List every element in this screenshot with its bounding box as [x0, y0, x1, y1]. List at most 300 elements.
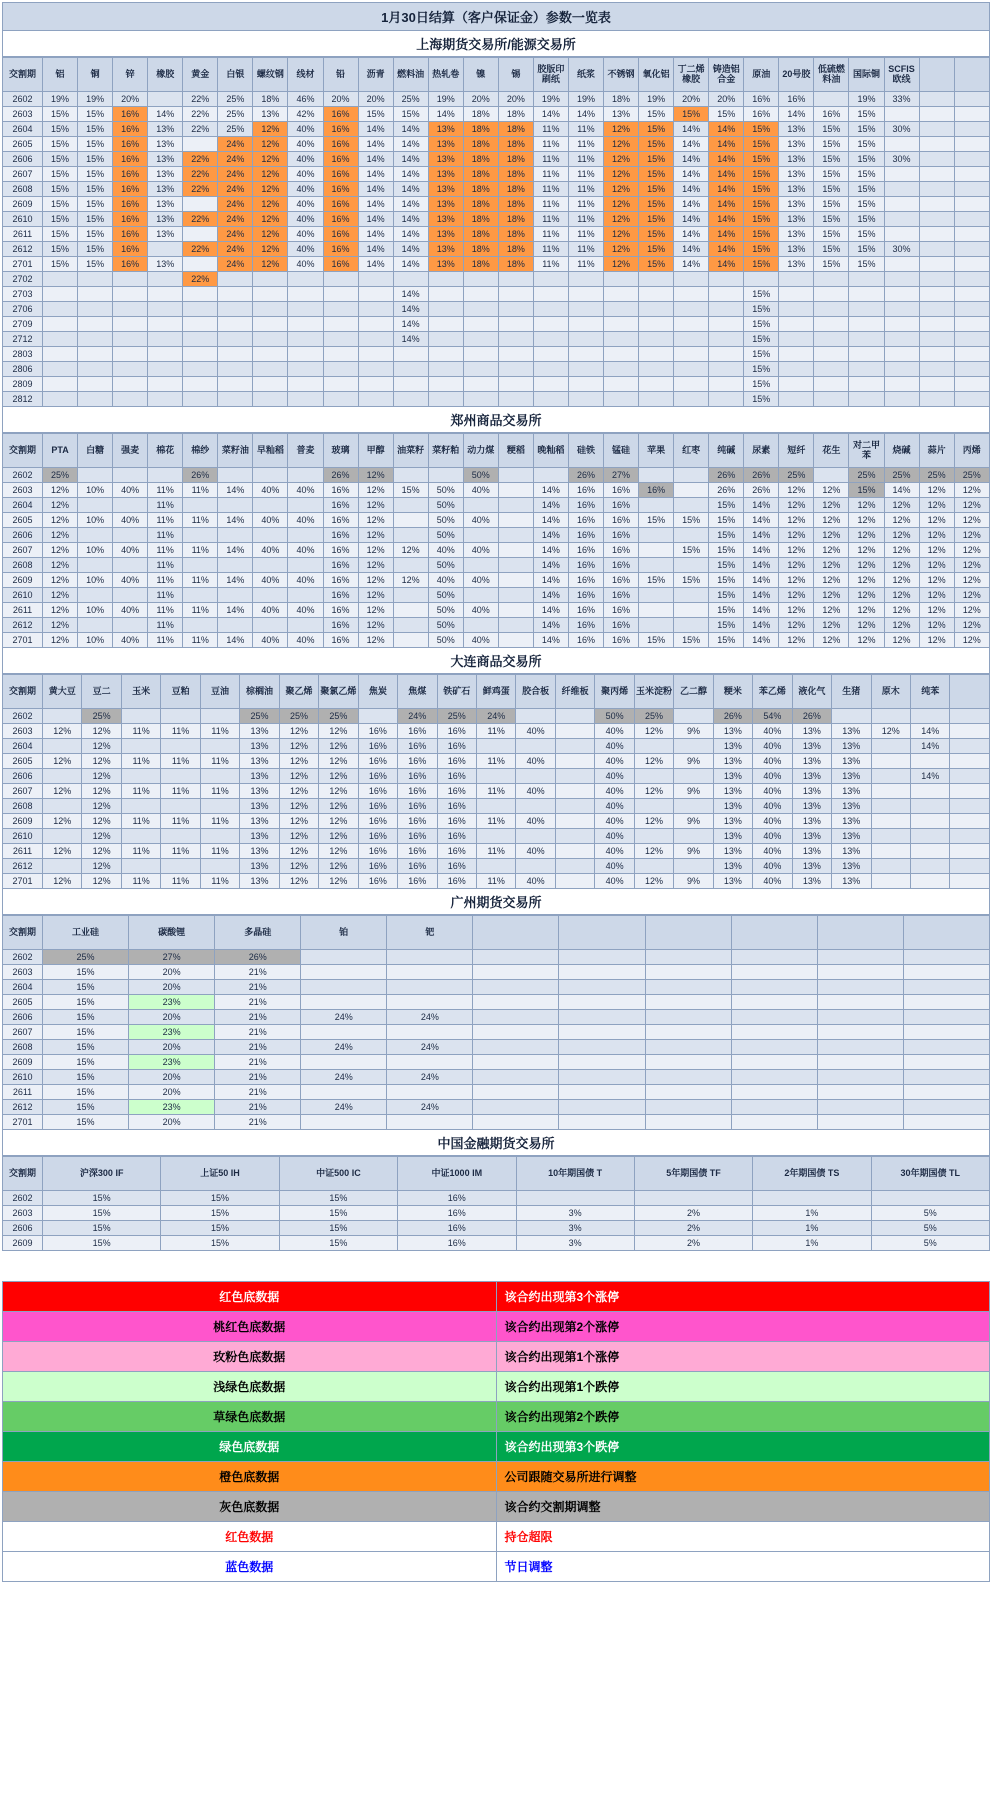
margin-cell: 19%	[428, 92, 463, 107]
margin-cell: 11%	[533, 227, 568, 242]
margin-cell: 13%	[792, 859, 831, 874]
margin-cell: 12%	[393, 543, 428, 558]
margin-cell: 18%	[498, 137, 533, 152]
margin-cell: 12%	[43, 528, 78, 543]
margin-cell: 14%	[674, 227, 709, 242]
margin-cell: 11%	[568, 197, 603, 212]
margin-cell: 12%	[849, 588, 884, 603]
margin-cell: 3%	[516, 1236, 634, 1251]
margin-cell	[161, 709, 200, 724]
margin-cell: 12%	[253, 137, 288, 152]
margin-cell: 16%	[398, 1236, 516, 1251]
margin-cell: 40%	[288, 483, 323, 498]
margin-cell: 24%	[387, 1070, 473, 1085]
margin-cell: 12%	[954, 603, 989, 618]
margin-cell	[709, 362, 744, 377]
column-header: 油菜籽	[393, 434, 428, 468]
margin-cell: 14%	[393, 332, 428, 347]
margin-cell: 15%	[744, 317, 779, 332]
margin-cell	[817, 965, 903, 980]
row-label-period: 2608	[3, 1040, 43, 1055]
margin-cell	[779, 392, 814, 407]
table-row	[3, 844, 990, 859]
column-header: 豆粕	[161, 675, 200, 709]
margin-cell	[516, 709, 555, 724]
margin-cell: 40%	[288, 227, 323, 242]
margin-cell	[639, 468, 674, 483]
legend-spacer	[3, 1251, 990, 1281]
margin-cell: 24%	[476, 709, 515, 724]
legend-value: 该合约出现第3个涨停	[496, 1281, 990, 1311]
margin-cell: 19%	[639, 92, 674, 107]
margin-cell	[849, 377, 884, 392]
column-header: 20号胶	[779, 58, 814, 92]
margin-cell: 25%	[884, 468, 919, 483]
margin-cell	[288, 302, 323, 317]
margin-cell	[645, 1100, 731, 1115]
margin-cell	[218, 272, 253, 287]
margin-cell: 11%	[568, 137, 603, 152]
column-header	[731, 916, 817, 950]
margin-cell	[639, 618, 674, 633]
column-header: 丙烯	[954, 434, 989, 468]
margin-cell: 13%	[779, 212, 814, 227]
margin-cell	[884, 362, 919, 377]
column-header: 苯乙烯	[753, 675, 792, 709]
margin-cell	[555, 844, 594, 859]
margin-cell: 12%	[279, 724, 318, 739]
margin-cell	[393, 362, 428, 377]
legend-value: 该合约出现第2个涨停	[496, 1311, 990, 1341]
margin-cell: 13%	[832, 799, 871, 814]
margin-cell	[200, 859, 239, 874]
margin-cell: 40%	[288, 257, 323, 272]
margin-cell	[498, 513, 533, 528]
margin-cell	[884, 347, 919, 362]
margin-cell	[387, 965, 473, 980]
margin-cell: 12%	[884, 618, 919, 633]
margin-cell: 13%	[240, 874, 279, 889]
margin-cell	[516, 739, 555, 754]
margin-cell: 21%	[215, 1085, 301, 1100]
margin-cell	[358, 347, 393, 362]
margin-cell: 13%	[792, 874, 831, 889]
margin-cell: 15%	[849, 227, 884, 242]
margin-cell	[161, 799, 200, 814]
column-header: 对二甲苯	[849, 434, 884, 468]
margin-cell: 40%	[463, 603, 498, 618]
column-header: 聚乙烯	[279, 675, 318, 709]
column-header: 5年期国债 TF	[634, 1157, 752, 1191]
margin-cell: 14%	[709, 167, 744, 182]
margin-cell: 40%	[516, 784, 555, 799]
margin-cell	[428, 272, 463, 287]
margin-cell	[919, 152, 954, 167]
margin-cell: 12%	[814, 588, 849, 603]
table-row	[3, 1055, 990, 1070]
margin-cell	[323, 347, 358, 362]
margin-cell: 16%	[323, 122, 358, 137]
margin-cell	[884, 107, 919, 122]
margin-cell: 15%	[639, 212, 674, 227]
margin-cell	[903, 1055, 989, 1070]
margin-cell: 12%	[919, 588, 954, 603]
margin-cell: 15%	[639, 197, 674, 212]
margin-cell: 12%	[604, 152, 639, 167]
row-label-period: 2610	[3, 588, 43, 603]
margin-table	[2, 57, 990, 407]
margin-cell	[43, 332, 78, 347]
margin-cell	[43, 859, 82, 874]
margin-cell: 1%	[753, 1236, 871, 1251]
margin-cell	[387, 1025, 473, 1040]
margin-cell	[183, 227, 218, 242]
margin-cell	[950, 874, 990, 889]
row-label-period: 2607	[3, 784, 43, 799]
margin-cell: 12%	[954, 513, 989, 528]
margin-cell: 12%	[954, 528, 989, 543]
margin-cell	[43, 317, 78, 332]
margin-cell: 20%	[323, 92, 358, 107]
margin-cell	[674, 302, 709, 317]
table-row	[3, 1236, 990, 1251]
margin-cell: 14%	[393, 242, 428, 257]
margin-cell: 18%	[463, 137, 498, 152]
margin-cell: 10%	[78, 513, 113, 528]
margin-cell: 15%	[744, 137, 779, 152]
margin-cell	[463, 302, 498, 317]
margin-cell: 18%	[463, 257, 498, 272]
margin-cell: 13%	[792, 769, 831, 784]
margin-cell: 40%	[288, 197, 323, 212]
margin-cell: 18%	[463, 212, 498, 227]
column-header: 铸造铝合金	[709, 58, 744, 92]
margin-cell	[555, 859, 594, 874]
column-header: 丁二烯橡胶	[674, 58, 709, 92]
margin-cell: 12%	[954, 483, 989, 498]
margin-cell	[253, 302, 288, 317]
margin-cell	[288, 332, 323, 347]
row-label-period: 2612	[3, 859, 43, 874]
margin-cell	[43, 377, 78, 392]
legend-key: 草绿色底数据	[3, 1401, 497, 1431]
margin-cell	[744, 272, 779, 287]
margin-cell	[78, 498, 113, 513]
margin-cell	[113, 498, 148, 513]
margin-cell: 40%	[753, 754, 792, 769]
margin-cell	[428, 287, 463, 302]
column-header	[903, 916, 989, 950]
margin-cell	[148, 242, 183, 257]
margin-cell	[910, 874, 949, 889]
margin-cell	[218, 528, 253, 543]
margin-cell: 12%	[319, 754, 358, 769]
margin-cell: 24%	[218, 242, 253, 257]
margin-cell: 12%	[43, 573, 78, 588]
margin-cell: 14%	[674, 257, 709, 272]
margin-cell: 30%	[884, 152, 919, 167]
margin-cell	[919, 92, 954, 107]
margin-cell	[919, 182, 954, 197]
margin-cell: 13%	[713, 814, 752, 829]
margin-cell: 22%	[183, 212, 218, 227]
margin-cell: 40%	[288, 137, 323, 152]
margin-cell: 9%	[674, 724, 713, 739]
legend-key: 灰色底数据	[3, 1491, 497, 1521]
margin-cell: 16%	[323, 573, 358, 588]
margin-cell: 15%	[78, 212, 113, 227]
margin-cell: 15%	[814, 182, 849, 197]
table-row	[3, 724, 990, 739]
margin-cell	[903, 980, 989, 995]
legend-key: 桃红色底数据	[3, 1311, 497, 1341]
margin-cell: 11%	[200, 754, 239, 769]
margin-cell	[954, 212, 989, 227]
margin-cell	[954, 137, 989, 152]
margin-cell: 13%	[713, 829, 752, 844]
margin-cell: 40%	[595, 799, 634, 814]
margin-cell: 14%	[393, 197, 428, 212]
margin-cell	[183, 362, 218, 377]
margin-cell: 11%	[148, 573, 183, 588]
margin-cell: 18%	[498, 197, 533, 212]
margin-cell	[950, 784, 990, 799]
column-header: 纯碱	[709, 434, 744, 468]
margin-cell: 16%	[323, 618, 358, 633]
margin-cell: 24%	[301, 1070, 387, 1085]
margin-cell: 12%	[82, 829, 121, 844]
margin-cell: 16%	[113, 107, 148, 122]
margin-cell	[674, 362, 709, 377]
margin-cell: 16%	[358, 814, 397, 829]
margin-cell: 15%	[78, 182, 113, 197]
margin-cell	[731, 1070, 817, 1085]
table-row	[3, 242, 990, 257]
margin-cell: 11%	[568, 182, 603, 197]
table-row	[3, 784, 990, 799]
margin-cell: 11%	[183, 573, 218, 588]
margin-cell	[78, 618, 113, 633]
margin-cell: 15%	[849, 122, 884, 137]
margin-cell	[634, 829, 673, 844]
margin-cell	[200, 769, 239, 784]
margin-cell	[148, 362, 183, 377]
margin-cell: 40%	[595, 724, 634, 739]
margin-cell: 15%	[639, 257, 674, 272]
margin-cell	[919, 302, 954, 317]
margin-cell	[604, 362, 639, 377]
margin-cell: 15%	[849, 242, 884, 257]
margin-cell: 12%	[253, 182, 288, 197]
table-row	[3, 618, 990, 633]
margin-cell	[814, 287, 849, 302]
margin-cell: 11%	[183, 513, 218, 528]
legend-row	[3, 1461, 990, 1491]
column-header: 低硫燃料油	[814, 58, 849, 92]
margin-cell	[498, 468, 533, 483]
margin-cell: 12%	[43, 814, 82, 829]
margin-cell	[183, 332, 218, 347]
margin-cell: 20%	[129, 1085, 215, 1100]
margin-cell: 12%	[814, 603, 849, 618]
margin-cell: 14%	[393, 152, 428, 167]
column-header: 焦煤	[398, 675, 437, 709]
margin-cell: 15%	[849, 257, 884, 272]
margin-cell	[218, 317, 253, 332]
margin-cell: 13%	[240, 829, 279, 844]
margin-cell	[950, 754, 990, 769]
margin-cell	[910, 859, 949, 874]
margin-cell: 16%	[398, 739, 437, 754]
margin-cell: 12%	[43, 633, 78, 648]
margin-cell	[43, 769, 82, 784]
margin-cell: 22%	[183, 182, 218, 197]
margin-cell	[393, 513, 428, 528]
column-header: 液化气	[792, 675, 831, 709]
margin-cell: 50%	[428, 603, 463, 618]
margin-cell	[555, 739, 594, 754]
table-row	[3, 1115, 990, 1130]
row-label-period: 2803	[3, 347, 43, 362]
margin-cell: 26%	[215, 950, 301, 965]
margin-cell: 40%	[113, 483, 148, 498]
margin-cell: 15%	[78, 257, 113, 272]
margin-cell	[253, 287, 288, 302]
column-header: 纸浆	[568, 58, 603, 92]
margin-cell	[473, 1040, 559, 1055]
margin-cell	[954, 107, 989, 122]
margin-cell	[218, 347, 253, 362]
margin-cell	[148, 377, 183, 392]
margin-cell: 12%	[779, 588, 814, 603]
margin-cell: 27%	[604, 468, 639, 483]
margin-cell	[674, 528, 709, 543]
margin-cell	[253, 558, 288, 573]
margin-cell: 16%	[358, 739, 397, 754]
margin-cell	[533, 392, 568, 407]
margin-cell: 18%	[463, 242, 498, 257]
margin-cell	[473, 995, 559, 1010]
row-label-period: 2701	[3, 257, 43, 272]
margin-cell: 13%	[713, 844, 752, 859]
margin-cell: 11%	[200, 814, 239, 829]
row-label-period: 2702	[3, 272, 43, 287]
margin-cell	[43, 709, 82, 724]
margin-cell: 11%	[148, 483, 183, 498]
margin-cell	[639, 392, 674, 407]
margin-cell: 15%	[744, 182, 779, 197]
legend-key: 橙色底数据	[3, 1461, 497, 1491]
margin-cell: 16%	[358, 829, 397, 844]
table-row	[3, 498, 990, 513]
margin-cell: 20%	[129, 980, 215, 995]
margin-cell	[674, 739, 713, 754]
margin-cell	[954, 272, 989, 287]
margin-cell: 16%	[398, 874, 437, 889]
margin-cell	[393, 603, 428, 618]
margin-cell: 15%	[43, 152, 78, 167]
margin-cell	[161, 829, 200, 844]
margin-cell	[473, 980, 559, 995]
margin-cell	[954, 317, 989, 332]
margin-cell	[884, 167, 919, 182]
margin-cell	[559, 1085, 645, 1100]
margin-cell: 12%	[954, 558, 989, 573]
margin-cell	[218, 498, 253, 513]
margin-cell	[919, 107, 954, 122]
margin-table	[2, 433, 990, 648]
margin-cell	[817, 1040, 903, 1055]
column-header-period: 交割期	[3, 916, 43, 950]
margin-cell: 16%	[568, 618, 603, 633]
margin-cell: 20%	[113, 92, 148, 107]
margin-cell	[871, 859, 910, 874]
margin-cell: 15%	[709, 107, 744, 122]
margin-cell: 15%	[744, 347, 779, 362]
column-header: 豆二	[82, 675, 121, 709]
margin-cell: 24%	[387, 1040, 473, 1055]
row-label-period: 2610	[3, 829, 43, 844]
margin-cell: 13%	[148, 197, 183, 212]
margin-cell: 12%	[279, 859, 318, 874]
margin-cell: 14%	[533, 498, 568, 513]
margin-cell	[884, 332, 919, 347]
margin-cell	[428, 468, 463, 483]
margin-cell	[183, 287, 218, 302]
margin-cell	[555, 814, 594, 829]
margin-cell: 18%	[463, 197, 498, 212]
margin-cell	[463, 528, 498, 543]
margin-cell	[288, 347, 323, 362]
margin-cell	[919, 227, 954, 242]
margin-cell	[358, 362, 393, 377]
margin-cell: 15%	[43, 107, 78, 122]
margin-cell	[903, 995, 989, 1010]
margin-cell: 18%	[463, 182, 498, 197]
margin-cell	[639, 558, 674, 573]
margin-cell: 12%	[319, 814, 358, 829]
margin-cell	[849, 362, 884, 377]
margin-cell: 11%	[183, 483, 218, 498]
margin-cell	[473, 1085, 559, 1100]
margin-cell	[218, 332, 253, 347]
column-header: 菜籽粕	[428, 434, 463, 468]
margin-cell	[148, 347, 183, 362]
margin-cell	[559, 1115, 645, 1130]
margin-cell: 20%	[358, 92, 393, 107]
margin-cell: 13%	[832, 724, 871, 739]
margin-cell: 40%	[428, 543, 463, 558]
row-label-period: 2602	[3, 950, 43, 965]
margin-cell: 40%	[595, 859, 634, 874]
margin-cell: 16%	[568, 558, 603, 573]
margin-cell: 13%	[792, 844, 831, 859]
margin-cell: 15%	[849, 137, 884, 152]
margin-cell: 15%	[709, 498, 744, 513]
margin-cell: 16%	[113, 227, 148, 242]
margin-cell	[645, 1040, 731, 1055]
margin-cell: 15%	[674, 513, 709, 528]
margin-cell	[950, 769, 990, 784]
margin-cell: 12%	[634, 844, 673, 859]
margin-cell	[516, 799, 555, 814]
margin-cell: 16%	[744, 107, 779, 122]
margin-cell: 46%	[288, 92, 323, 107]
margin-cell: 40%	[595, 769, 634, 784]
margin-cell: 11%	[533, 257, 568, 272]
column-header: 红枣	[674, 434, 709, 468]
margin-cell: 15%	[78, 227, 113, 242]
